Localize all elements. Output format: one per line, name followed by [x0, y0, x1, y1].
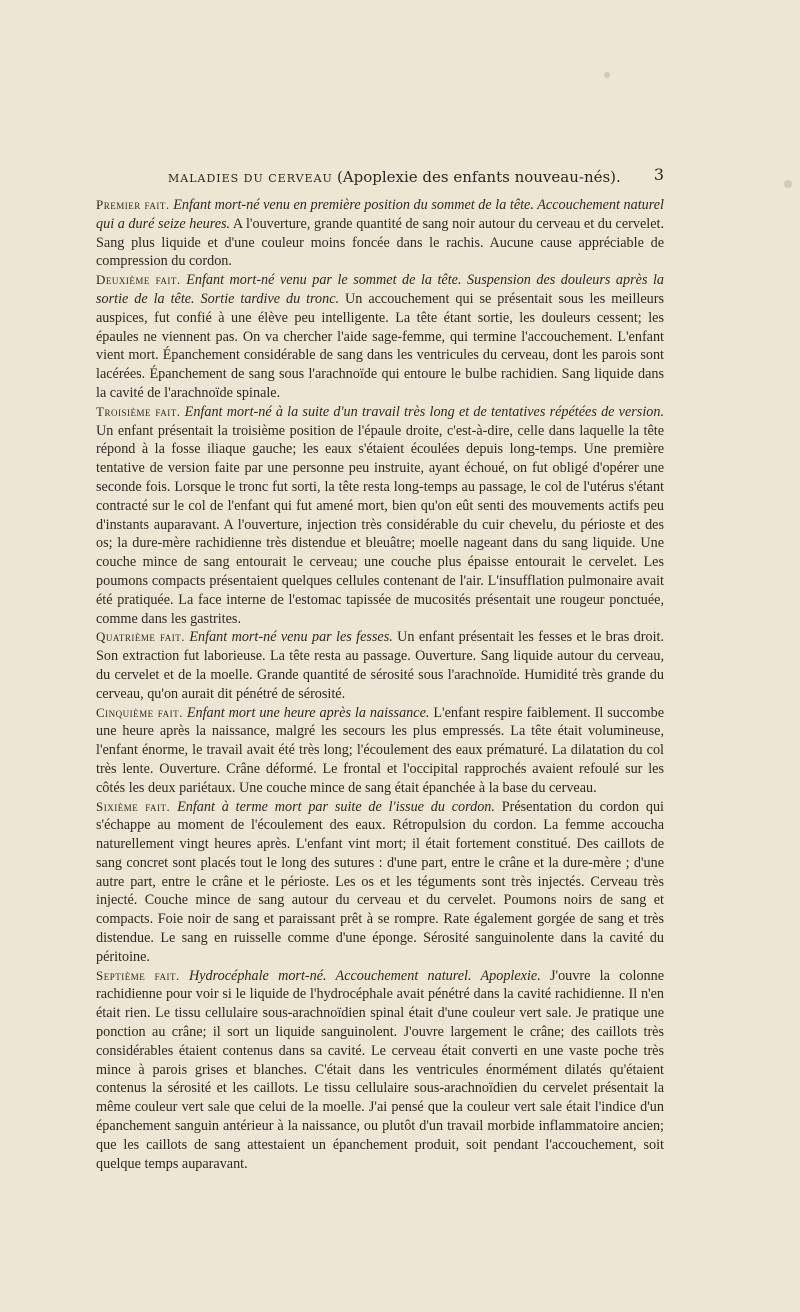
observation-title: Enfant mort-né venu par les fesses. — [189, 629, 393, 646]
paragraph-7 — [96, 967, 664, 1174]
observation-label: Troisième fait. — [96, 403, 181, 419]
observation-text: Un enfant présentait les fesses et le bras droit. Son extraction fut laborieuse. La tête resta au passage. Ouverture. Sang liquide autour du cerveau, du cervelet et de la moelle. Grande quantité de sérosité sous l'arachnoïde. Humidité très grande du cerveau, qu'on aurait dit pénétré de sérosité. — [96, 629, 665, 702]
paragraph-1 — [96, 196, 664, 271]
observation-text: Un accouchement qui se présentait sous les meilleurs auspices, fut confié à une élève peu intelligente. La tête étant sortie, les douleurs cessent; les épaules ne viennent pas. On va chercher l'aide sage-femme, qui termine l'accouchement. L'enfant vient mort. Épanchement considérable de sang dans les ventricules du cerveau, dont les parois sont lacérées. Épanchement de sang sous l'arachnoïde qui entoure le bulbe rachidien. Sang liquide dans la cavité de l'arachnoïde spinale. — [96, 290, 664, 401]
observation-label: Cinquième fait. — [96, 704, 183, 720]
observation-title: Enfant mort-né à la suite d'un travail très long et de tentatives répétées de version. — [184, 403, 664, 420]
observation-label: Quatrième fait. — [96, 629, 186, 645]
observation-text: Un enfant présentait la troisième position de l'épaule droite, c'est-à-dire, celle dans laquelle la tête répond à la fosse iliaque gauche; les eaux s'étaient écoulées depuis long-temps. Une première tentative de version faite par une personne peu instruite, ayant échoué, on fut obligé d'opérer une seconde fois. Lorsque le tronc fut sorti, la tête resta long-temps au passage, le col de l'utérus s'étant contracté sur le col de l'enfant qui fut amené mort, bien qu'on eût senti des mouvements actifs peu d'instants auparavant. A l'ouverture, injection très considérable du cuir chevelu, du périoste et des os; la dure-mère rachidienne très distendue et bleuâtre; moelle nageant dans du sang liquide. Une couche mince de sang entourait le cerveau; une couche plus épaisse entourait le cervelet. Les poumons compacts présentaient quelques cellules contenant de l'air. L'insufflation pulmonaire avait été pratiquée. La face interne de l'estomac tapissée de mucosités présentait une rougeur ponctuée, comme dans les gastrites. — [96, 422, 664, 627]
observation-text: J'ouvre la colonne rachidienne pour voir si le liquide de l'hydrocéphale avait pénétré dans la cavité rachidienne. Il n'en était rien. Le tissu cellulaire sous-arachnoïdien spinal était d'une couleur vert sale. Je pratique une ponction au crâne; il sort un liquide sanguinolent. J'ouvre largement le crâne; des caillots très considérables étaient contenus dans sa cavité. Le cerveau était converti en une vaste poche très mince à parois grises et blanches. C'était dans les ventricules énormément dilatés qu'étaient contenus la sérosité et les caillots. Le tissu cellulaire sous-arachnoïdien du cervelet présentait la même couleur vert sale que celui de la moelle. J'ai pensé que la couleur vert sale était l'indice d'un épanchement sanguin antérieur à la naissance, ou plutôt d'un travail morbide inflammatoire ancien; que les caillots de sang attestaient un épanchement produit, soit pendant l'accouchement, soit quelque temps auparavant. — [96, 967, 665, 1172]
observation-text: Présentation du cordon qui s'échappe au moment de l'écoulement des eaux. Rétropulsion du cordon. La femme accoucha naturellement vingt heures après. L'enfant vint mort; il était fortement constitué. Des caillots de sang concret sont placés tout le long des sutures : d'une part, entre le crâne et la dure-mère ; d'une autre part, entre le crâne et le périoste. Les os et les téguments sont très injectés. Cerveau très injecté. Couche mince de sang autour du cerveau et du cervelet. Poumons noirs de sang et compacts. Foie noir de sang et paraissant prêt à se rompre. Rate également gorgée de sang et très distendue. Le sang en ruisselle comme d'une éponge. Sérosité sanguinolente dans la cavité du péritoine. — [96, 798, 664, 965]
paragraph-6 — [96, 798, 664, 967]
page-number: 3 — [653, 165, 664, 184]
observation-text: A l'ouverture, grande quantité de sang noir autour du cerveau et du cervelet. Sang plus liquide et d'une couleur moins foncée dans le rachis. Aucune cause appréciable de compression du cordon. — [96, 215, 664, 270]
observation-text: L'enfant respire faiblement. Il succombe une heure après la naissance, malgré les secours les plus empressés. La tête était volumineuse, l'enfant énorme, le travail avait été très long; l'écoulement des eaux prématuré. La dilatation du col très lente. Ouverture. Crâne déformé. Le frontal et l'occipital rapprochés avaient refoulé sur les côtés les deux pariétaux. Une couche mince de sang était épanchée à la base du cerveau. — [96, 704, 664, 796]
observation-label: Septième fait. — [96, 967, 180, 983]
observation-label: Premier fait. — [96, 197, 170, 212]
observation-title: Enfant mort-né venu en première position du sommet de la tête. Accouchement naturel qui a duré seize heures. — [96, 197, 665, 232]
observation-label: Sixième fait. — [96, 798, 171, 814]
paragraph-2 — [96, 271, 664, 403]
observation-label: Deuxième fait. — [96, 272, 181, 288]
running-header — [96, 165, 664, 190]
paragraph-3 — [96, 403, 664, 629]
observation-title: Hydrocéphale mort-né. Accouchement naturel. Apoplexie. — [189, 967, 541, 984]
paragraph-5 — [96, 704, 664, 798]
observation-title: Enfant à terme mort par suite de l'issue du cordon. — [177, 798, 495, 815]
observation-title: Enfant mort une heure après la naissance. — [186, 704, 430, 721]
running-title-small-caps: MALADIES DU CERVEAU — [168, 172, 333, 185]
paper-spot — [604, 72, 610, 78]
paper-spot — [784, 180, 792, 188]
body-text — [96, 196, 664, 1173]
running-title-subtitle: (Apoplexie des enfants nouveau-nés). — [336, 168, 621, 186]
paragraph-4 — [96, 628, 664, 703]
observation-title: Enfant mort-né venu par le sommet de la tête. Suspension des douleurs après la sortie de la tête. Sortie tardive du tronc. — [96, 272, 665, 307]
running-title — [168, 168, 621, 186]
